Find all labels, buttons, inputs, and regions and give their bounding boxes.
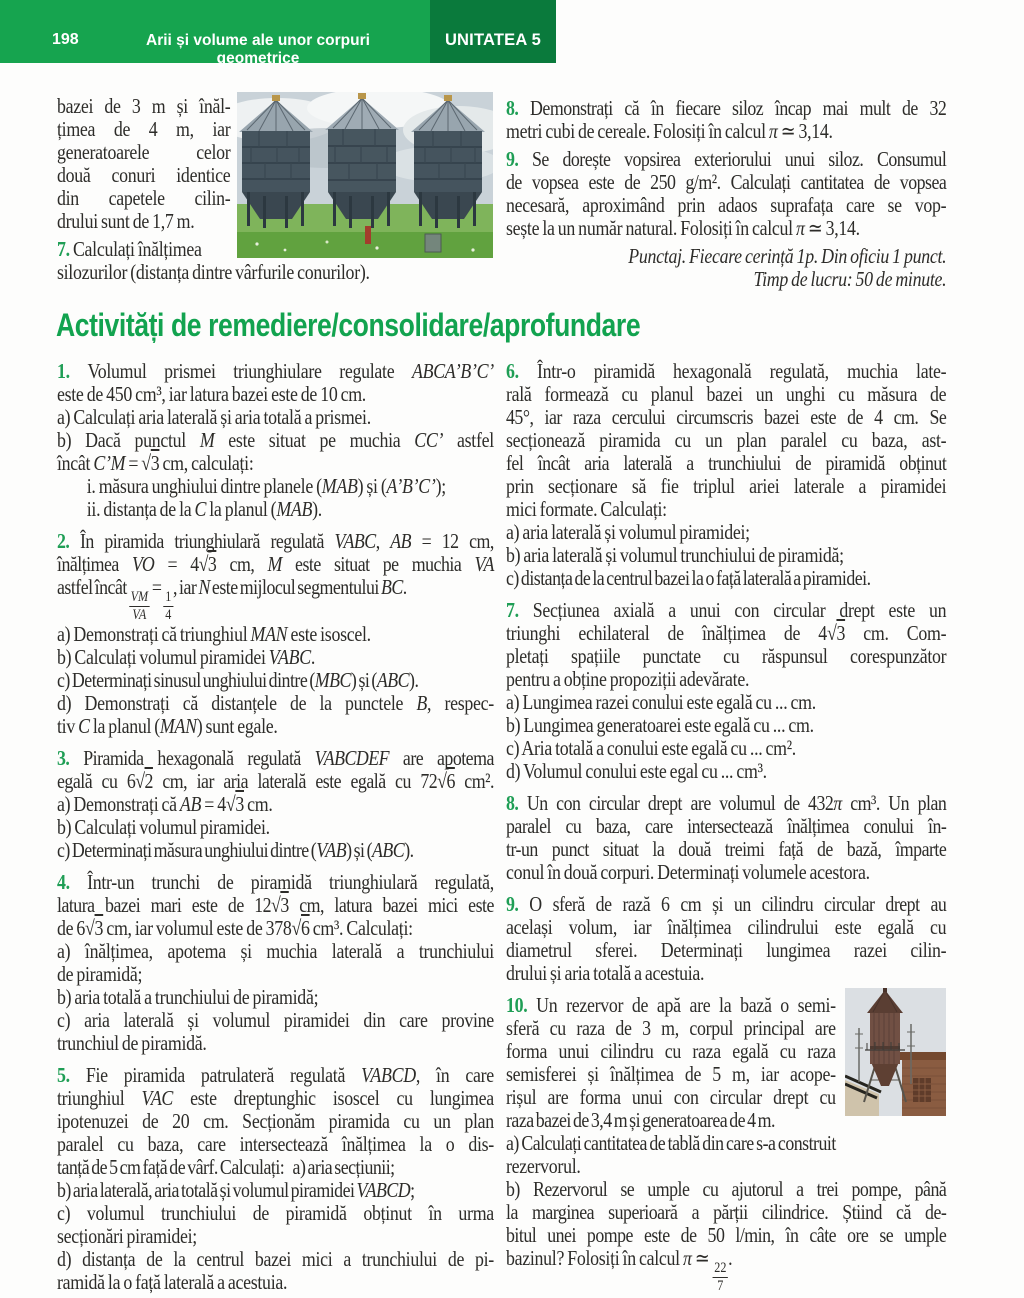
sqrt-expression: √3: [271, 892, 289, 917]
text-line: bazinul? Folosiți în calcul π ≃ $\frac{22}{7}$ .: [506, 1246, 733, 1294]
text-line: ii. distanța de la C la planul (MAB).: [86, 497, 322, 521]
text-line: 45°, iar raza cercului circumscris bazei este de 4 cm. Se: [506, 405, 947, 429]
problem-4: [506, 893, 946, 985]
text-line: rală formează cu planul bazei un unghi cu măsura de: [506, 382, 947, 406]
text-line: rezervorul.: [506, 1154, 581, 1178]
text-line: pentru a obține propoziții adevărate.: [506, 667, 750, 691]
problem-2: [57, 530, 494, 738]
text-line: 7. Secțiunea axială a unui con circular drept este un: [506, 598, 947, 622]
text-line: același volum, iar înălțimea cilindrului este egală cu: [506, 915, 947, 939]
text-line: înălțimea VO = 4√3 cm, M este situat pe muchia VA: [57, 552, 494, 576]
text-line: a) Lungimea razei conului este egală cu ... cm.: [506, 690, 816, 714]
text-line: este de 450 cm³, iar latura bazei este de 10 cm.: [57, 382, 366, 406]
fraction: $\frac{1}{4}$: [165, 589, 172, 623]
text-line: 9. Se dorește vopsirea exteriorului unui siloz. Consumul: [506, 147, 947, 171]
problem-3: [57, 747, 494, 862]
text-line: paralel cu baza, care intersectează înălțimea conului în-: [506, 814, 947, 838]
text-line: i. măsura unghiului dintre planele (MAB) și (A’B’C’);: [86, 474, 446, 498]
text-line: fel încât aria laterală a trunchiului de piramidă obținut: [506, 451, 947, 475]
silo: [239, 93, 485, 228]
text-line: 5. Fie piramida patrulateră regulată VABCD, în care: [57, 1062, 494, 1087]
problem-number: 9.: [506, 892, 530, 916]
text-line: două conuri identice: [57, 163, 231, 187]
text-line: Timp de lucru: 50 de minute.: [753, 267, 947, 291]
text-line: a) aria laterală și volumul piramidei;: [506, 520, 750, 544]
text-line: a) Calculați aria laterală și aria totală a prismei.: [57, 405, 371, 429]
text-line: paralel cu baza, care intersectează înălțimea la o dis-: [57, 1131, 494, 1156]
text-line: secționări piramidei;: [57, 1223, 197, 1248]
text-line: pletați spațiile punctate cu răspunsul corespunzător: [506, 644, 947, 668]
text-line: de vopsea este de 250 g/m². Calculați cantitatea de vopsea: [506, 170, 947, 194]
problem-number: 5.: [57, 1062, 86, 1087]
text-line: triunghiul VAC este dreptunghic isoscel cu lungimea: [57, 1085, 494, 1110]
text-line: tr-un punct situat la două treimi față de bază, împarte: [506, 837, 947, 861]
text-line: d) Volumul conului este egal cu ... cm³.: [506, 759, 767, 783]
problem-number: 1.: [57, 359, 88, 383]
text-line: din capetele cilin-: [57, 186, 231, 210]
text-line: b) Rezervorul se umple cu ajutorul a trei pompe, până: [506, 1177, 947, 1201]
text-line: egală cu 6√2 cm, iar aria laterală este egală cu 72√6 cm².: [57, 768, 494, 793]
sqrt-expression: √6: [437, 768, 455, 793]
text-line: bazei de 3 m și înăl-: [57, 94, 231, 118]
sqrt-expression: √3: [198, 552, 217, 576]
text-line: c) aria laterală și volumul piramidei din care provine: [57, 1007, 494, 1032]
intro-right-column: [506, 97, 946, 291]
sqrt-expression: √3: [85, 915, 104, 940]
text-line: c) Determinați sinusul unghiului dintre (MBC) și (ABC).: [57, 667, 419, 692]
text-line: țimea de 4 m, iar: [57, 117, 231, 141]
text-line: sește la un număr natural. Folosiți în calcul π ≃ 3,14.: [506, 216, 860, 240]
text-line: trunchiul de piramidă.: [57, 1030, 207, 1055]
text-line: 2. În piramida triunghiulară regulată VABC, AB = 12 cm,: [57, 529, 494, 553]
text-line: c) Aria totală a conului este egală cu ... cm².: [506, 736, 796, 760]
text-line: de 6√3 cm, iar volumul este de 378√6 cm³. Calculați:: [57, 915, 413, 940]
text-line: astfel încât $\frac{VM}{VA}$ = $\frac{1}{4}$ , iar N este mijlocul segmentului BC.: [57, 575, 407, 623]
text-line: secționează piramida cu un plan paralel cu baza, ast-: [506, 428, 947, 452]
problem-number: 2.: [57, 529, 80, 553]
text-line: tiv C la planul (MAN) sunt egale.: [57, 713, 278, 738]
text-line: a) Demonstrați că triunghiul MAN este isoscel.: [57, 621, 371, 646]
sqrt-expression: √3: [141, 451, 160, 475]
problem-1: [57, 360, 494, 521]
text-line: a) înălțimea, apotema și muchia laterală a trunchiului: [57, 938, 494, 963]
problem-1: [506, 360, 946, 590]
text-line: 6. Într-o piramidă hexagonală regulată, muchia late-: [506, 359, 947, 383]
section-heading: Activități de remediere/consolidare/aprofundare: [56, 307, 641, 343]
text-line: d) distanța de la centrul bazei mici a trunchiului de pi-: [57, 1246, 494, 1271]
text-line: Punctaj. Fiecare cerință 1p. Din oficiu 1 punct.: [628, 244, 947, 268]
sqrt-expression: √2: [135, 768, 153, 793]
text-line: rișul are forma unui con circular drept cu: [506, 1085, 836, 1109]
fraction: $\frac{VM}{VA}$: [130, 589, 149, 623]
problems-left-column: [57, 360, 494, 1298]
silos-photo: [237, 92, 493, 258]
unit-label: UNITATEA 5: [444, 31, 542, 49]
sqrt-expression: √3: [225, 791, 244, 816]
problem-number: 8.: [506, 791, 527, 815]
problem-4: [57, 871, 494, 1055]
sqrt-expression: √6: [291, 915, 310, 940]
text-line: necesară, aproximând prin adaos suprafața care se vop-: [506, 193, 947, 217]
text-line: b) Calculați volumul piramidei.: [57, 814, 270, 839]
text-line: bitul unei pompe este de 50 l/min, în câte ore se umple: [506, 1223, 947, 1247]
text-line: b) Calculați volumul piramidei VABC.: [57, 644, 316, 669]
text-line: c) volumul trunchiului de piramidă obținut în urma: [57, 1200, 494, 1225]
text-line: b) aria laterală, aria totală și volumul piramidei VABCD;: [57, 1177, 415, 1202]
text-line: b) aria laterală și volumul trunchiului de piramidă;: [506, 543, 844, 567]
problem-number: 4.: [57, 869, 88, 894]
text-line: metri cubi de cereale. Folosiți în calcul π ≃ 3,14.: [506, 119, 833, 143]
problem-number: 8.: [506, 96, 531, 120]
chapter-title: Arii și volume ale unor corpuri geometrice: [146, 32, 370, 67]
problem-number: 7.: [506, 598, 533, 622]
text-line: 10. Un rezervor de apă are la bază o semi-: [506, 993, 836, 1017]
problem-number: 10.: [506, 993, 537, 1017]
text-line: prin secționare să fie triplul ariei laterale a piramidei: [506, 474, 947, 498]
text-line: ramidă la o față laterală a acestuia.: [57, 1269, 288, 1294]
text-line: 8. Demonstrați că în fiecare siloz încap mai mult de 32: [506, 96, 947, 120]
text-line: forma unui cilindru cu raza egală cu raza: [506, 1039, 836, 1063]
text-line: a) Calculați cantitatea de tablă din care s-a construit: [506, 1131, 836, 1155]
problem-3: [506, 792, 946, 884]
text-line: 1. Volumul prismei triunghiulare regulate ABCA’B’C’: [57, 359, 494, 383]
problem-5: [57, 1064, 494, 1294]
problem-number: 6.: [506, 359, 538, 383]
text-line: generatoarele celor: [57, 140, 231, 164]
text-line: încât C’M = √3 cm, calculați:: [57, 451, 254, 475]
text-line: c) distanța de la centrul bazei la o față laterală a piramidei.: [506, 566, 871, 590]
fraction: $\frac{22}{7}$: [714, 1260, 727, 1294]
text-line: de piramidă;: [57, 961, 143, 986]
text-line: ipotenuzei de 20 cm. Secționăm piramida cu un plan: [57, 1108, 494, 1133]
text-line: 9. O sferă de rază 6 cm și un cilindru circular drept au: [506, 892, 947, 916]
text-line: conul în două corpuri. Determinați volumele acestora.: [506, 860, 870, 884]
text-line: 7. Calculați înălțimea: [57, 237, 202, 261]
problem-number: 3.: [57, 745, 84, 770]
text-line: b) Dacă punctul M este situat pe muchia CC’ astfel: [57, 428, 494, 452]
problem-number: 9.: [506, 147, 533, 171]
water-tower-photo: [845, 988, 946, 1116]
text-line: c) Determinați măsura unghiului dintre (VAB) și (ABC).: [57, 837, 414, 862]
text-line: d) Demonstrați că distanțele de la punctele B, respec-: [57, 690, 494, 715]
problems-right-column: [506, 360, 946, 1298]
text-line: a) Demonstrați că AB = 4√3 cm.: [57, 791, 273, 816]
text-line: mici formate. Calculați:: [506, 497, 667, 521]
text-line: diametrul sferei. Determinați lungimea razei cilin-: [506, 938, 947, 962]
text-line: latura bazei mari este de 12√3 cm, latura bazei mici este: [57, 892, 494, 917]
text-line: triunghi echilateral de înălțimea de 4√3 cm. Com-: [506, 621, 947, 645]
text-line: b) aria totală a trunchiului de piramidă;: [57, 984, 319, 1009]
text-line: semisferei și înălțimea de 5 m, iar acope-: [506, 1062, 836, 1086]
text-line: la marginea superioară a părții cilindrice. Știind că de-: [506, 1200, 947, 1224]
intro-right-text: [506, 97, 946, 291]
text-line: drului sunt de 1,7 m.: [57, 209, 195, 233]
text-line: 3. Piramida hexagonală regulată VABCDEF are apotema: [57, 745, 494, 770]
text-line: tanță de 5 cm față de vârf. Calculați: a) aria secțiunii;: [57, 1154, 395, 1179]
text-line: 4. Într-un trunchi de piramidă triunghiulară regulată,: [57, 869, 494, 894]
text-line: b) Lungimea generatoarei este egală cu ... cm.: [506, 713, 814, 737]
text-line: drului și aria totală a acestuia.: [506, 961, 705, 985]
text-line: silozurilor (distanța dintre vârfurile conurilor).: [57, 260, 370, 284]
text-line: raza bazei de 3,4 m și generatoarea de 4 m.: [506, 1108, 775, 1132]
problem-number: 7.: [57, 237, 73, 261]
problem-2: [506, 599, 946, 783]
sqrt-expression: √3: [826, 621, 846, 645]
page-number: 198: [52, 31, 79, 48]
text-line: sferă cu raza de 3 m, corpul principal are: [506, 1016, 836, 1040]
text-line: 8. Un con circular drept are volumul de 432π cm³. Un plan: [506, 791, 947, 815]
